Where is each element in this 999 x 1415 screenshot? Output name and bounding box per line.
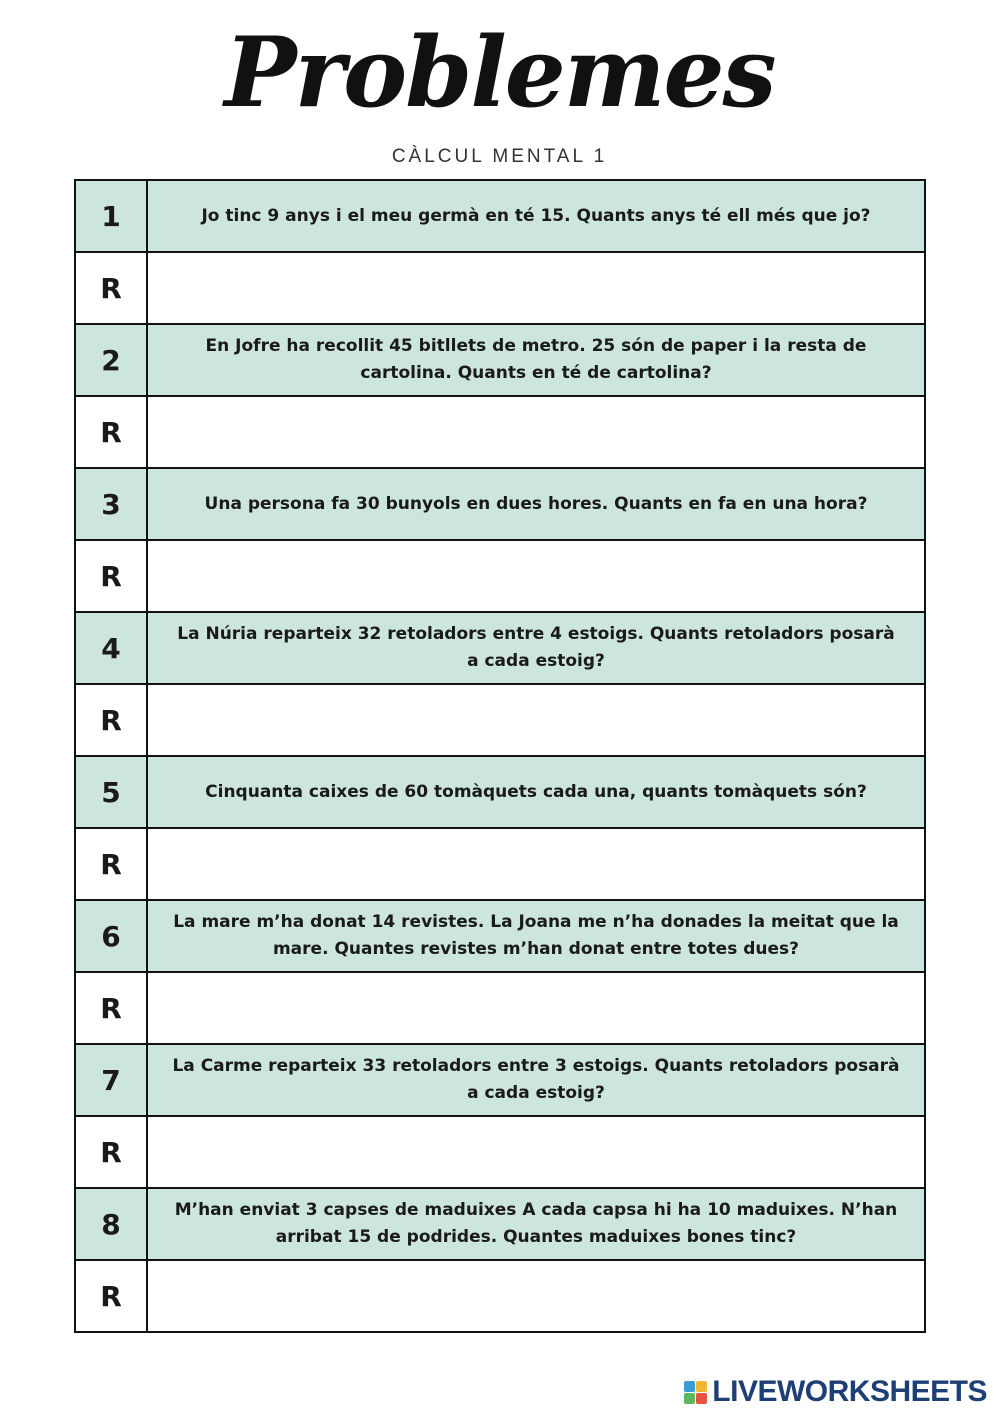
problem-row <box>75 612 925 684</box>
answer-cell <box>147 540 925 612</box>
problem-text: La Carme reparteix 33 retoladors entre 3 estoigs. Quants retoladors posarà a cada estoig? <box>147 1044 925 1116</box>
answer-input[interactable] <box>170 397 902 467</box>
problem-row <box>75 324 925 396</box>
answer-row <box>75 1116 925 1188</box>
answer-cell <box>147 252 925 324</box>
problem-row <box>75 900 925 972</box>
logo-square <box>684 1381 695 1392</box>
answer-label: R <box>75 828 147 900</box>
answer-cell <box>147 684 925 756</box>
problem-text: Cinquanta caixes de 60 tomàquets cada una, quants tomàquets són? <box>147 756 925 828</box>
answer-row <box>75 396 925 468</box>
problem-text: M’han enviat 3 capses de maduixes A cada capsa hi ha 10 maduixes. N’han arribat 15 de podrides. Quantes maduixes bones tinc? <box>147 1188 925 1260</box>
answer-input[interactable] <box>170 685 902 755</box>
problem-number: 1 <box>75 180 147 252</box>
answer-input[interactable] <box>170 541 902 611</box>
answer-input[interactable] <box>170 253 902 323</box>
brand-name: LIVEWORKSHEETS <box>712 1375 987 1408</box>
answer-row <box>75 684 925 756</box>
problem-row <box>75 1188 925 1260</box>
problems-table <box>74 179 926 1333</box>
problem-text: Jo tinc 9 anys i el meu germà en té 15. Quants anys té ell més que jo? <box>147 180 925 252</box>
answer-cell <box>147 972 925 1044</box>
answer-row <box>75 1260 925 1332</box>
answer-label: R <box>75 1116 147 1188</box>
problem-number: 7 <box>75 1044 147 1116</box>
logo-square <box>696 1393 707 1404</box>
answer-row <box>75 828 925 900</box>
logo-icon <box>684 1381 707 1404</box>
problem-number: 5 <box>75 756 147 828</box>
answer-input[interactable] <box>170 1117 902 1187</box>
page-title: Problemes <box>224 16 775 129</box>
answer-cell <box>147 1260 925 1332</box>
problem-text: Una persona fa 30 bunyols en dues hores. Quants en fa en una hora? <box>147 468 925 540</box>
answer-row <box>75 540 925 612</box>
answer-label: R <box>75 252 147 324</box>
problem-number: 2 <box>75 324 147 396</box>
problem-number: 3 <box>75 468 147 540</box>
answer-label: R <box>75 684 147 756</box>
problem-number: 6 <box>75 900 147 972</box>
problem-number: 4 <box>75 612 147 684</box>
liveworksheets-logo <box>684 1375 987 1409</box>
problem-row <box>75 1044 925 1116</box>
answer-label: R <box>75 396 147 468</box>
answer-cell <box>147 1116 925 1188</box>
answer-input[interactable] <box>170 973 902 1043</box>
problem-row <box>75 468 925 540</box>
answer-row <box>75 972 925 1044</box>
answer-label: R <box>75 972 147 1044</box>
answer-input[interactable] <box>170 829 902 899</box>
answer-row <box>75 252 925 324</box>
answer-input[interactable] <box>170 1261 902 1331</box>
problem-text: La mare m’ha donat 14 revistes. La Joana me n’ha donades la meitat que la mare. Quantes revistes m’han donat entre totes dues? <box>147 900 925 972</box>
problem-number: 8 <box>75 1188 147 1260</box>
answer-label: R <box>75 540 147 612</box>
problem-row <box>75 756 925 828</box>
answer-cell <box>147 396 925 468</box>
problem-text: La Núria reparteix 32 retoladors entre 4 estoigs. Quants retoladors posarà a cada estoig? <box>147 612 925 684</box>
problem-row <box>75 180 925 252</box>
logo-square <box>696 1381 707 1392</box>
answer-label: R <box>75 1260 147 1332</box>
page-subtitle: CÀLCUL MENTAL 1 <box>391 146 608 167</box>
problem-text: En Jofre ha recollit 45 bitllets de metro. 25 són de paper i la resta de cartolina. Quants en té de cartolina? <box>147 324 925 396</box>
answer-cell <box>147 828 925 900</box>
logo-square <box>684 1393 695 1404</box>
